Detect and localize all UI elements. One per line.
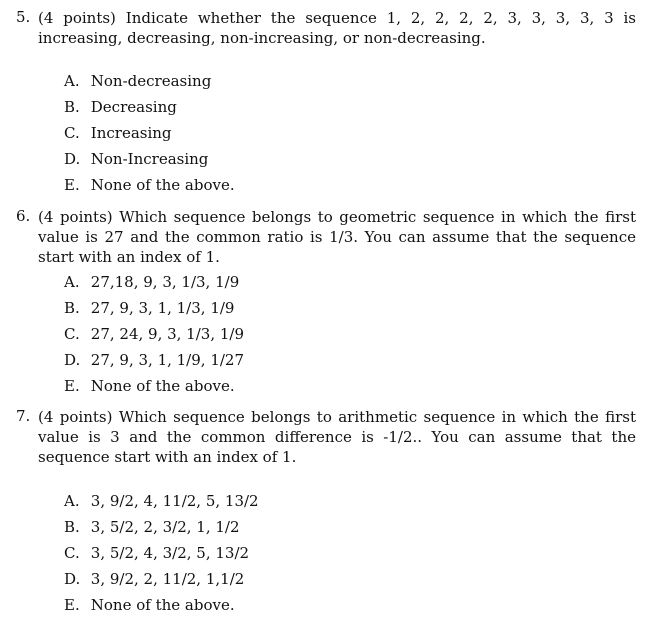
choice-5d[interactable] bbox=[64, 146, 235, 172]
choice-text: Non-Increasing bbox=[90, 150, 209, 168]
answer-choices-q5 bbox=[64, 68, 235, 198]
choice-text: Non-decreasing bbox=[90, 72, 212, 90]
question-6 bbox=[16, 207, 636, 267]
question-prompt bbox=[38, 407, 636, 467]
choice-text: 27, 9, 3, 1, 1/9, 1/27 bbox=[90, 351, 245, 369]
question-number: 7. bbox=[16, 407, 31, 425]
choice-7c[interactable] bbox=[64, 540, 259, 566]
question-5 bbox=[16, 8, 636, 48]
choice-7a[interactable] bbox=[64, 488, 259, 514]
choice-7e[interactable] bbox=[64, 592, 259, 618]
choice-letter: A. bbox=[64, 492, 80, 510]
choice-6c[interactable] bbox=[64, 321, 244, 347]
choice-text: 27,18, 9, 3, 1/3, 1/9 bbox=[90, 273, 240, 291]
choice-letter: C. bbox=[64, 544, 80, 562]
choice-letter: C. bbox=[64, 124, 80, 142]
question-text: Which sequence belongs to geometric sequence in which the first value is 27 and the common ratio is 1/3. You can assume that the sequence start with an index of 1. bbox=[38, 208, 636, 266]
choice-text: None of the above. bbox=[90, 377, 235, 395]
choice-letter: E. bbox=[64, 176, 80, 194]
choice-letter: A. bbox=[64, 273, 80, 291]
choice-6a[interactable] bbox=[64, 269, 244, 295]
choice-5a[interactable] bbox=[64, 68, 235, 94]
choice-letter: E. bbox=[64, 377, 80, 395]
choice-letter: D. bbox=[64, 150, 81, 168]
answer-choices-q6 bbox=[64, 269, 244, 399]
question-7 bbox=[16, 407, 636, 467]
question-text: Indicate whether the sequence 1, 2, 2, 2, 2, 3, 3, 3, 3, 3 is increasing, decreasing, non-increasing, or non-decreasing. bbox=[38, 9, 636, 47]
choice-letter: D. bbox=[64, 570, 81, 588]
choice-text: Decreasing bbox=[90, 98, 177, 116]
choice-letter: A. bbox=[64, 72, 80, 90]
choice-letter: D. bbox=[64, 351, 81, 369]
question-points: (4 points) bbox=[38, 408, 113, 426]
question-number: 5. bbox=[16, 8, 31, 26]
choice-letter: B. bbox=[64, 98, 80, 116]
choice-7b[interactable] bbox=[64, 514, 259, 540]
question-number: 6. bbox=[16, 207, 31, 225]
choice-5e[interactable] bbox=[64, 172, 235, 198]
choice-6d[interactable] bbox=[64, 347, 244, 373]
choice-text: 3, 9/2, 2, 11/2, 1,1/2 bbox=[90, 570, 245, 588]
choice-text: 3, 5/2, 4, 3/2, 5, 13/2 bbox=[90, 544, 250, 562]
choice-text: None of the above. bbox=[90, 596, 235, 614]
question-prompt bbox=[38, 207, 636, 267]
choice-6b[interactable] bbox=[64, 295, 244, 321]
choice-letter: E. bbox=[64, 596, 80, 614]
choice-text: None of the above. bbox=[90, 176, 235, 194]
choice-letter: C. bbox=[64, 325, 80, 343]
choice-text: 3, 5/2, 2, 3/2, 1, 1/2 bbox=[90, 518, 240, 536]
choice-5b[interactable] bbox=[64, 94, 235, 120]
choice-6e[interactable] bbox=[64, 373, 244, 399]
choice-letter: B. bbox=[64, 299, 80, 317]
choice-text: 27, 24, 9, 3, 1/3, 1/9 bbox=[90, 325, 245, 343]
choice-5c[interactable] bbox=[64, 120, 235, 146]
question-prompt bbox=[38, 8, 636, 48]
choice-7d[interactable] bbox=[64, 566, 259, 592]
answer-choices-q7 bbox=[64, 488, 259, 618]
question-points: (4 points) bbox=[38, 208, 113, 226]
choice-text: 3, 9/2, 4, 11/2, 5, 13/2 bbox=[90, 492, 259, 510]
choice-text: 27, 9, 3, 1, 1/3, 1/9 bbox=[90, 299, 235, 317]
choice-text: Increasing bbox=[90, 124, 172, 142]
question-points: (4 points) bbox=[38, 9, 116, 27]
choice-letter: B. bbox=[64, 518, 80, 536]
question-text: Which sequence belongs to arithmetic sequence in which the first value is 3 and the common difference is -1/2.. You can assume that the sequence start with an index of 1. bbox=[38, 408, 636, 466]
